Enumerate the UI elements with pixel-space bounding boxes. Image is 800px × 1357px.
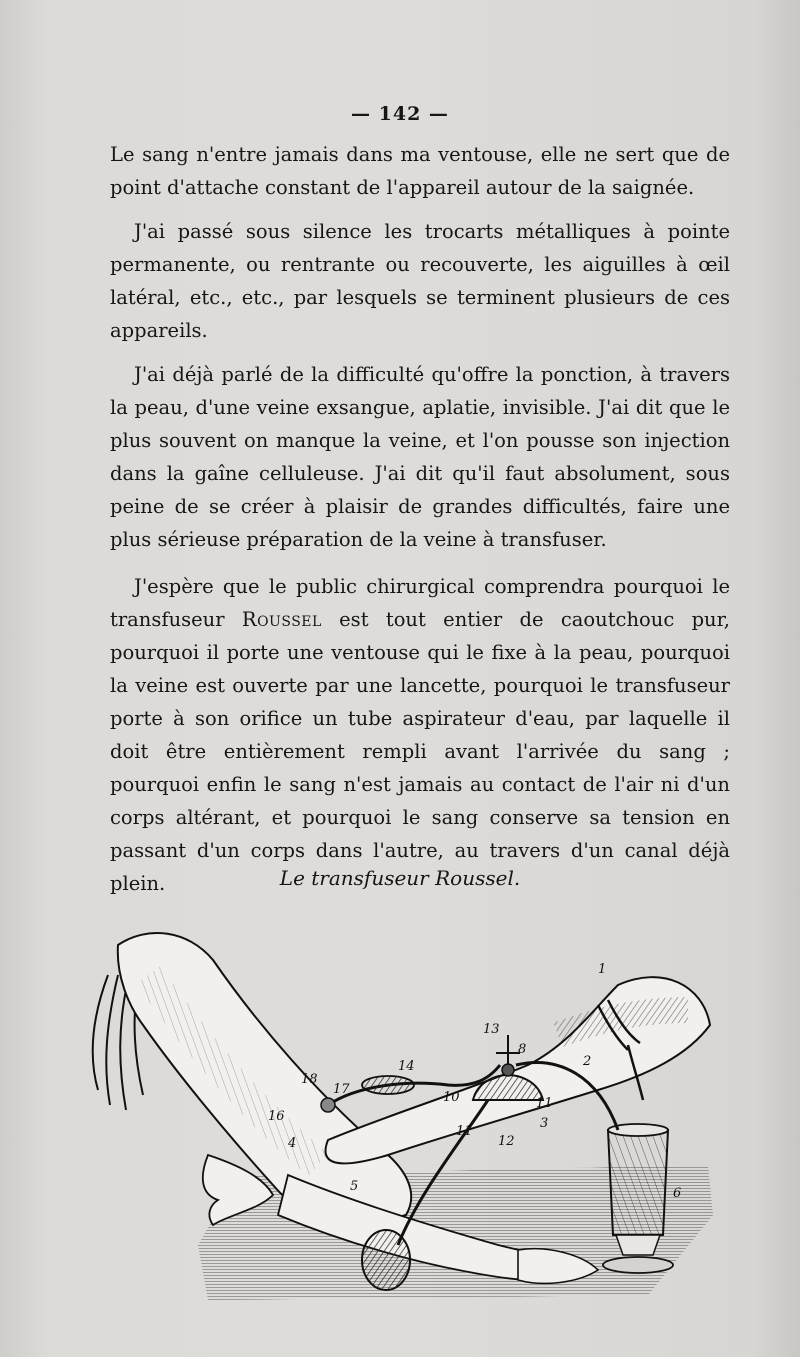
aspirating-bulb [362, 1230, 410, 1290]
label-8: 8 [518, 1042, 527, 1057]
label-17: 17 [333, 1082, 350, 1097]
paragraph-1: Le sang n'entre jamais dans ma ventouse, elle ne sert que de point d'attache constant de l'appareil autour de la saignée. [110, 143, 730, 199]
tube-bulb [362, 1076, 414, 1094]
paragraph-2: J'ai passé sous silence les trocarts métalliques à pointe permanente, ou rentrante ou recouverte, les aiguilles à œil latéral, etc., etc., par lesquels se terminent plusieurs de ces appareils. [110, 220, 730, 342]
label-12: 12 [498, 1134, 515, 1149]
label-4: 4 [288, 1136, 297, 1151]
paragraph-3: J'ai déjà parlé de la difficulté qu'offre la ponction, à travers la peau, d'une veine exsangue, aplatie, invisible. J'ai dit que le plus souvent on manque la veine, et l'on pousse son injection dans la gaîne celluleuse. J'ai dit qu'il faut absolument, sous peine de se créer à plaisir de grandes difficultés, faire une plus sérieuse préparation de la veine à transfuser. [110, 363, 730, 551]
label-13: 13 [483, 1022, 500, 1037]
figure-caption: Le transfuseur Roussel. [279, 866, 521, 890]
paragraph-4 [110, 570, 730, 900]
label-3: 3 [540, 1116, 549, 1131]
label-5: 5 [350, 1179, 359, 1194]
label-11b: 11 [456, 1124, 473, 1139]
engraving-illustration [88, 915, 718, 1310]
label-14: 14 [398, 1059, 415, 1074]
label-16: 16 [268, 1109, 285, 1124]
label-6: 6 [673, 1186, 682, 1201]
paragraph-4-start: J'espère que le public chirurgical comprendra pourquoi le transfuseur [110, 575, 730, 631]
label-11a: 11 [536, 1096, 553, 1111]
label-10: 10 [443, 1090, 460, 1105]
page-number: — 142 — [351, 103, 449, 125]
body-text [110, 138, 730, 911]
paragraph-4-end: est tout entier de caoutchouc pur, pourquoi il porte une ventouse qui le fixe à la peau, pourquoi la veine est ouverte par une lancette, pourquoi le transfuseur porte à son orifice un tube aspirateur d'eau, par laquelle il doit être entièrement rempli avant l'arrivée du sang ; pourquoi enfin le sang n'est jamais au contact de l'air ni d'un corps altérant, et pourquoi le sang conserve sa tension en passant d'un corps dans l'autre, au travers d'un canal déjà plein. [110, 608, 730, 895]
author-name: Roussel [241, 608, 322, 631]
transfusion-engraving [88, 915, 718, 1310]
label-2: 2 [583, 1054, 592, 1069]
label-1: 1 [598, 962, 607, 977]
label-18: 18 [301, 1072, 318, 1087]
